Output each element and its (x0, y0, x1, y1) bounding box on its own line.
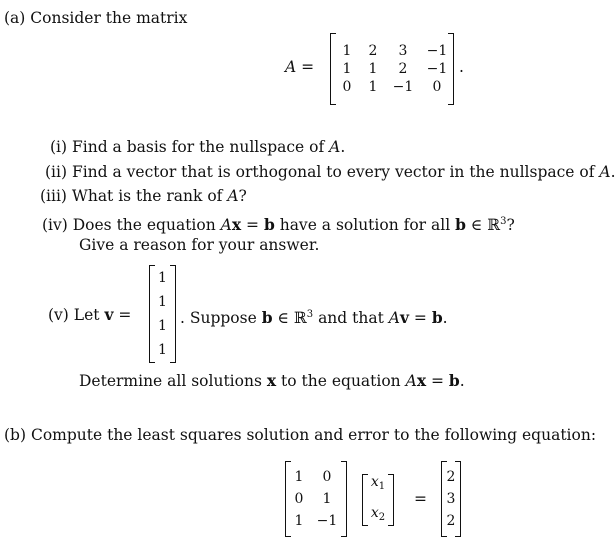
matrix-b-left-bracket (285, 461, 291, 537)
item-v-end2: . (459, 372, 465, 390)
matrix-a-cell: 2 (398, 61, 408, 77)
item-iv-q: ? (506, 216, 515, 234)
item-iv-x: x (231, 215, 242, 234)
matrix-a-lhs (285, 58, 314, 76)
matrix-a-cell: 1 (342, 61, 352, 77)
matrix-b-cell: 1 (294, 513, 304, 529)
item-iv-in: ∈ ℝ (465, 216, 501, 234)
matrix-a-right-bracket (448, 33, 454, 105)
item-iv-b2: b (455, 215, 466, 234)
item-iii-text: What is the rank of (71, 187, 223, 205)
item-v-A: A (388, 309, 400, 327)
vector-v-cell: 1 (158, 270, 167, 286)
item-v-let (48, 306, 131, 324)
item-v-x: x (266, 371, 277, 390)
matrix-b-cell: 0 (322, 469, 332, 485)
item-v-suppose (180, 306, 448, 327)
vector-v (149, 265, 176, 363)
part-a-label: (a) (4, 9, 26, 27)
item-ii-var: A (599, 163, 611, 181)
part-a-header (4, 9, 187, 27)
item-iv-text: Does the equation (72, 216, 216, 234)
matrix-a-cell: −1 (426, 61, 448, 77)
matrix-a-cell: −1 (392, 79, 414, 95)
item-v-determine (79, 372, 465, 390)
item-ii-text: Find a vector that is orthogonal to every vector in the nullspace of (71, 163, 595, 181)
matrix-a (330, 33, 454, 105)
matrix-a-cell: 2 (368, 43, 378, 59)
item-ii (45, 163, 616, 181)
item-v-let-word: Let (73, 306, 100, 324)
vector-v-cell: 1 (158, 294, 167, 310)
item-v-x2: x (416, 371, 427, 390)
rhs-vector-right-bracket (455, 461, 461, 537)
unknown-subscript: 1 (378, 481, 386, 492)
item-ii-end: . (610, 163, 616, 181)
matrix-b-cell: −1 (316, 513, 338, 529)
item-v-in: ∈ ℝ (272, 309, 307, 327)
matrix-a-cell: 1 (342, 43, 352, 59)
matrix-a-left-bracket (330, 33, 336, 105)
matrix-a-cell: 1 (368, 79, 378, 95)
vector-v-cell: 1 (158, 342, 167, 358)
item-v-determine-mid: to the equation (281, 372, 401, 390)
item-iv-num: (iv) (42, 216, 68, 234)
item-v-suppose-word: . Suppose (180, 309, 257, 327)
item-ii-num: (ii) (45, 163, 68, 181)
item-iii-end: ? (238, 187, 247, 205)
part-b-label: (b) (4, 426, 27, 444)
item-iv-b: b (263, 215, 275, 234)
unknown-var: x (370, 474, 379, 490)
item-v-num: (v) (48, 306, 69, 324)
unknown-var: x (370, 505, 379, 521)
item-iv-pow: 3 (500, 216, 507, 227)
unknown-vector-right-bracket (388, 474, 394, 526)
item-v-A2: A (405, 372, 417, 390)
matrix-a-cell: 0 (342, 79, 352, 95)
vector-v-right-bracket (170, 265, 176, 363)
item-iii-var: A (227, 187, 239, 205)
item-iv-eq: = (241, 216, 264, 234)
item-v-determine-pre: Determine all solutions (79, 372, 262, 390)
part-b-equals: = (414, 490, 427, 508)
item-iv-A: A (220, 216, 232, 234)
item-v-b4: b (448, 371, 460, 390)
unknown-subscript: 2 (378, 512, 386, 523)
item-i-end: . (340, 138, 346, 156)
matrix-a-cell: 3 (398, 43, 408, 59)
item-v-b: b (261, 308, 273, 327)
matrix-b-cell: 0 (294, 491, 304, 507)
rhs-vector-cell: 3 (446, 491, 456, 507)
matrix-b-right-bracket (341, 461, 347, 537)
rhs-vector-cell: 2 (446, 513, 456, 529)
item-i-var: A (329, 138, 341, 156)
matrix-a-cell: −1 (426, 43, 448, 59)
item-i-num: (i) (50, 138, 68, 156)
matrix-a-period: . (459, 58, 464, 76)
part-b-text: Compute the least squares solution and error to the following equation: (30, 426, 597, 444)
item-v-b3: b (431, 308, 443, 327)
item-iv-line2: Give a reason for your answer. (79, 236, 320, 254)
item-v-v2: v (399, 308, 409, 327)
item-iv (42, 213, 515, 234)
part-a-intro: Consider the matrix (30, 9, 188, 27)
matrix-b-cell: 1 (294, 469, 304, 485)
matrix-a-cell: 0 (432, 79, 442, 95)
matrix-b (285, 461, 347, 537)
unknown-vector-left-bracket (362, 474, 368, 526)
item-v-pow: 3 (306, 309, 314, 320)
vector-v-left-bracket (149, 265, 155, 363)
item-v-end: . (442, 309, 448, 327)
matrix-a-name: A (285, 58, 297, 76)
rhs-vector (441, 461, 461, 537)
matrix-a-cell: 1 (368, 61, 378, 77)
item-iv-post: have a solution for all (274, 216, 451, 234)
rhs-vector-cell: 2 (446, 469, 456, 485)
rhs-vector-left-bracket (441, 461, 447, 537)
item-iii-num: (iii) (40, 187, 67, 205)
matrix-a-equals: = (301, 58, 315, 76)
part-b-header (4, 426, 596, 444)
item-i (50, 138, 345, 156)
item-iii (40, 187, 247, 205)
item-v-and: and that (313, 309, 389, 327)
matrix-b-cell: 1 (322, 491, 332, 507)
item-v-v: v (104, 305, 114, 324)
item-i-text: Find a basis for the nullspace of (72, 138, 325, 156)
item-v-eq: = (118, 306, 132, 324)
item-v-eq2: = (408, 309, 432, 327)
item-v-eq3: = (426, 372, 449, 390)
vector-v-cell: 1 (158, 318, 167, 334)
unknown-vector (362, 474, 394, 526)
